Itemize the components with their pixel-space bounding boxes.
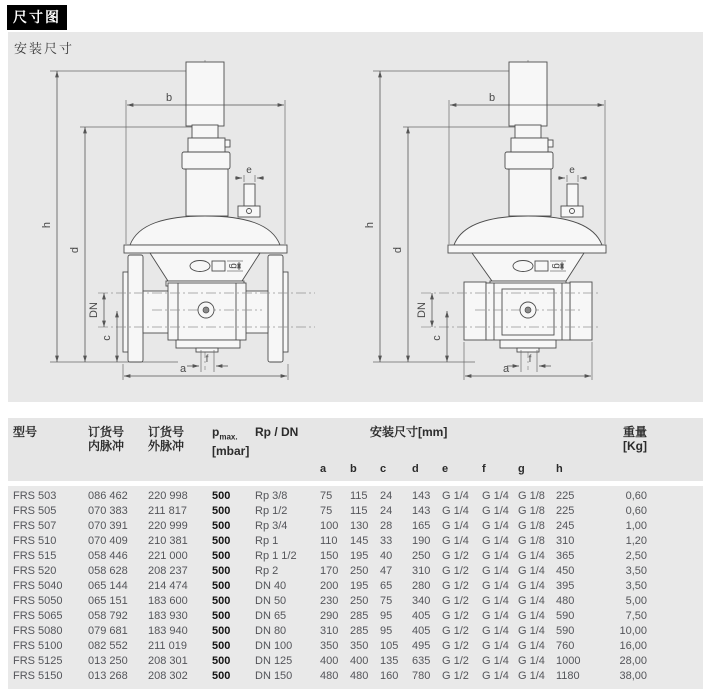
- cell-e: G 1/4: [442, 535, 469, 547]
- cell-rp-dn: DN 80: [255, 625, 287, 637]
- cell-e: G 1/2: [442, 565, 469, 577]
- cell-rp-dn: DN 50: [255, 595, 287, 607]
- cell-c: 105: [380, 640, 399, 652]
- cell-d: 280: [412, 580, 431, 592]
- cell-pmax: 500: [212, 580, 231, 592]
- cell-f: G 1/4: [482, 580, 509, 592]
- dim-label-g: g: [228, 263, 239, 269]
- cell-c: 75: [380, 595, 393, 607]
- right-diagram: [364, 60, 606, 380]
- cell-weight: 0,60: [625, 505, 647, 517]
- cell-d: 405: [412, 625, 431, 637]
- cell-a: 100: [320, 520, 339, 532]
- cell-rp-dn: Rp 3/8: [255, 490, 288, 502]
- cell-g: G 1/4: [518, 595, 545, 607]
- cell-d: 143: [412, 505, 431, 517]
- col-header-order-external: 订货号 外脉冲: [148, 425, 185, 453]
- cell-a: 480: [320, 670, 339, 682]
- cell-model: FRS 515: [13, 550, 57, 562]
- cell-d: 780: [412, 670, 431, 682]
- cell-a: 110: [320, 535, 338, 547]
- cell-model: FRS 507: [13, 520, 57, 532]
- cell-f: G 1/4: [482, 490, 509, 502]
- cell-c: 135: [380, 655, 399, 667]
- cell-pmax: 500: [212, 490, 231, 502]
- cell-order-external: 220 998: [148, 490, 188, 502]
- cell-h: 590: [556, 610, 575, 622]
- table-row: [13, 519, 703, 534]
- cell-a: 75: [320, 505, 333, 517]
- cell-pmax: 500: [212, 505, 231, 517]
- cell-weight: 0,60: [625, 490, 647, 502]
- cell-b: 285: [350, 610, 369, 622]
- cell-model: FRS 5150: [13, 670, 63, 682]
- cell-d: 495: [412, 640, 431, 652]
- cell-g: G 1/4: [518, 655, 545, 667]
- cell-f: G 1/4: [482, 550, 509, 562]
- cell-f: G 1/4: [482, 535, 509, 547]
- left-diagram: [41, 60, 315, 380]
- col-header-pmax: $p_{max.}$ [mbar]: [212, 425, 250, 459]
- diaphragm-dome: [130, 216, 280, 245]
- cell-weight: 10,00: [619, 625, 647, 637]
- cell-order-internal: 058 446: [88, 550, 128, 562]
- cell-pmax: 500: [212, 625, 231, 637]
- cell-order-internal: 079 681: [88, 625, 128, 637]
- cell-f: G 1/4: [482, 505, 509, 517]
- cell-c: 40: [380, 550, 393, 562]
- cell-weight: 3,50: [625, 580, 647, 592]
- table-row: [13, 654, 703, 669]
- cell-a: 200: [320, 580, 339, 592]
- dim-label-f: f: [205, 354, 209, 365]
- cell-rp-dn: DN 65: [255, 610, 287, 622]
- cell-b: 145: [350, 535, 369, 547]
- cell-weight: 7,50: [625, 610, 647, 622]
- diaphragm-plate: [448, 245, 606, 253]
- table-body: [8, 486, 703, 689]
- table-header: [8, 418, 703, 481]
- cell-b: 350: [350, 640, 369, 652]
- dim-label-c: c: [101, 335, 113, 341]
- cell-d: 190: [412, 535, 431, 547]
- cell-order-internal: 086 462: [88, 490, 128, 502]
- cell-h: 310: [556, 535, 575, 547]
- table-row: [13, 504, 703, 519]
- cell-d: 143: [412, 490, 431, 502]
- dim-label-a: a: [503, 363, 510, 375]
- dim-label-e: e: [246, 165, 252, 176]
- dim-label-h: h: [364, 221, 376, 229]
- cell-h: 395: [556, 580, 575, 592]
- diaphragm-dome: [454, 216, 602, 245]
- cell-d: 635: [412, 655, 431, 667]
- dim-label-b: b: [489, 92, 496, 104]
- cell-rp-dn: DN 100: [255, 640, 293, 652]
- table-row: [13, 609, 703, 624]
- cell-e: G 1/2: [442, 580, 469, 592]
- dim-label-c: c: [431, 335, 443, 341]
- cell-order-internal: 013 250: [88, 655, 128, 667]
- col-header-order-internal: 订货号 内脉冲: [88, 425, 125, 453]
- section-subtitle: 安装尺寸: [14, 41, 75, 56]
- col-header-c: c: [380, 463, 387, 475]
- diaphragm-plate: [124, 245, 287, 253]
- dim-label-g: g: [551, 263, 562, 269]
- dim-label-d: d: [69, 246, 81, 254]
- col-header-d: d: [412, 463, 419, 475]
- page-title-badge: 尺寸图: [7, 5, 67, 30]
- cell-pmax: 500: [212, 550, 231, 562]
- cell-pmax: 500: [212, 655, 231, 667]
- cell-b: 480: [350, 670, 369, 682]
- cell-e: G 1/4: [442, 490, 469, 502]
- dim-label-dn: DN: [416, 302, 428, 318]
- cell-order-external: 183 930: [148, 610, 188, 622]
- cell-order-internal: 070 391: [88, 520, 128, 532]
- cell-g: G 1/4: [518, 670, 545, 682]
- dimensions-table: [8, 418, 703, 689]
- cell-c: 160: [380, 670, 399, 682]
- cell-g: G 1/4: [518, 565, 545, 577]
- cell-c: 28: [380, 520, 393, 532]
- cell-order-internal: 013 268: [88, 670, 128, 682]
- cell-g: G 1/4: [518, 580, 545, 592]
- cell-order-external: 183 940: [148, 625, 188, 637]
- col-header-b: b: [350, 463, 357, 475]
- cell-b: 250: [350, 595, 369, 607]
- cell-h: 225: [556, 490, 575, 502]
- cell-model: FRS 5125: [13, 655, 63, 667]
- cell-h: 225: [556, 505, 575, 517]
- table-row: [13, 624, 703, 639]
- cell-a: 350: [320, 640, 339, 652]
- cell-g: G 1/4: [518, 640, 545, 652]
- cell-e: G 1/4: [442, 520, 469, 532]
- cell-order-external: 183 600: [148, 595, 188, 607]
- cell-order-external: 220 999: [148, 520, 188, 532]
- cell-weight: 28,00: [619, 655, 647, 667]
- cell-c: 47: [380, 565, 393, 577]
- cell-a: 230: [320, 595, 339, 607]
- cell-pmax: 500: [212, 535, 231, 547]
- cell-e: G 1/2: [442, 595, 469, 607]
- cell-pmax: 500: [212, 595, 231, 607]
- cell-model: FRS 5100: [13, 640, 63, 652]
- cell-weight: 38,00: [619, 670, 647, 682]
- cell-pmax: 500: [212, 670, 231, 682]
- sight-glass: [190, 261, 210, 272]
- table-row: [13, 489, 703, 504]
- cell-pmax: 500: [212, 640, 231, 652]
- cell-e: G 1/2: [442, 550, 469, 562]
- cell-a: 170: [320, 565, 339, 577]
- cell-b: 115: [350, 490, 368, 502]
- dim-label-b: b: [166, 92, 173, 104]
- cell-h: 590: [556, 625, 575, 637]
- col-header-model: 型号: [13, 425, 38, 439]
- cell-e: G 1/2: [442, 670, 469, 682]
- cell-order-external: 211 019: [148, 640, 187, 652]
- right-flange: [268, 255, 283, 362]
- cell-a: 290: [320, 610, 339, 622]
- cell-b: 115: [350, 505, 368, 517]
- cell-pmax: 500: [212, 520, 231, 532]
- spring-tower: [509, 169, 551, 216]
- cell-rp-dn: DN 40: [255, 580, 287, 592]
- cell-e: G 1/4: [442, 505, 469, 517]
- table-row: [13, 594, 703, 609]
- cell-g: G 1/8: [518, 535, 545, 547]
- cell-order-external: 221 000: [148, 550, 188, 562]
- cell-e: G 1/2: [442, 655, 469, 667]
- cell-model: FRS 505: [13, 505, 57, 517]
- dim-label-a: a: [180, 363, 187, 375]
- cell-b: 130: [350, 520, 369, 532]
- cell-f: G 1/4: [482, 565, 509, 577]
- col-header-rp-dn: Rp / DN: [255, 425, 299, 439]
- cell-rp-dn: Rp 2: [255, 565, 279, 577]
- cell-g: G 1/4: [518, 625, 545, 637]
- cell-weight: 1,20: [625, 535, 647, 547]
- table-row: [13, 564, 703, 579]
- cell-order-internal: 070 383: [88, 505, 128, 517]
- cell-order-internal: 070 409: [88, 535, 128, 547]
- cell-model: FRS 510: [13, 535, 57, 547]
- cell-b: 250: [350, 565, 369, 577]
- breather-fitting: [244, 184, 255, 206]
- cell-b: 285: [350, 625, 369, 637]
- dim-label-e: e: [569, 165, 575, 176]
- cell-c: 95: [380, 625, 393, 637]
- cell-a: 400: [320, 655, 339, 667]
- cell-e: G 1/2: [442, 640, 469, 652]
- actuator-pipe: [186, 62, 224, 126]
- cell-a: 150: [320, 550, 339, 562]
- breather-fitting: [567, 184, 578, 206]
- cell-pmax: 500: [212, 610, 231, 622]
- col-header-a: a: [320, 463, 327, 475]
- dim-label-d: d: [392, 246, 404, 254]
- cell-g: G 1/8: [518, 520, 545, 532]
- cell-model: FRS 5040: [13, 580, 63, 592]
- cell-h: 480: [556, 595, 575, 607]
- actuator-pipe: [509, 62, 547, 126]
- cell-order-external: 208 237: [148, 565, 188, 577]
- cell-rp-dn: Rp 1: [255, 535, 279, 547]
- col-header-weight: 重量 [Kg]: [622, 425, 647, 453]
- cell-pmax: 500: [212, 565, 231, 577]
- cell-order-external: 210 381: [148, 535, 188, 547]
- cell-order-external: 214 474: [148, 580, 188, 592]
- table-row: [13, 639, 703, 654]
- table-row: [13, 579, 703, 594]
- cell-model: FRS 520: [13, 565, 57, 577]
- cell-e: G 1/2: [442, 610, 469, 622]
- cell-weight: 16,00: [619, 640, 647, 652]
- cell-weight: 3,50: [625, 565, 647, 577]
- spring-tower: [186, 169, 228, 216]
- cell-weight: 1,00: [625, 520, 647, 532]
- cell-order-external: 211 817: [148, 505, 187, 517]
- cell-d: 165: [412, 520, 431, 532]
- cell-d: 405: [412, 610, 431, 622]
- cell-d: 340: [412, 595, 431, 607]
- cell-e: G 1/2: [442, 625, 469, 637]
- cell-f: G 1/4: [482, 625, 509, 637]
- dim-label-f: f: [528, 354, 532, 365]
- col-header-install-dims: 安装尺寸[mm]: [370, 425, 448, 439]
- col-header-e: e: [442, 463, 449, 475]
- cell-c: 33: [380, 535, 393, 547]
- cell-rp-dn: DN 150: [255, 670, 293, 682]
- left-flange: [128, 255, 143, 362]
- dim-label-h: h: [41, 221, 53, 229]
- cell-h: 365: [556, 550, 575, 562]
- cell-f: G 1/4: [482, 670, 509, 682]
- cell-c: 65: [380, 580, 393, 592]
- cell-h: 450: [556, 565, 575, 577]
- table-row: [13, 534, 703, 549]
- cell-model: FRS 5080: [13, 625, 63, 637]
- cell-rp-dn: Rp 1 1/2: [255, 550, 297, 562]
- cell-f: G 1/4: [482, 520, 509, 532]
- cell-h: 760: [556, 640, 575, 652]
- cell-rp-dn: Rp 1/2: [255, 505, 288, 517]
- cell-h: 1180: [556, 670, 580, 682]
- cell-f: G 1/4: [482, 640, 509, 652]
- dim-label-dn: DN: [88, 302, 100, 318]
- cell-order-internal: 065 151: [88, 595, 128, 607]
- table-row: [13, 669, 703, 684]
- cell-b: 400: [350, 655, 369, 667]
- cell-a: 75: [320, 490, 333, 502]
- cell-g: G 1/8: [518, 490, 545, 502]
- cell-model: FRS 5050: [13, 595, 63, 607]
- cell-f: G 1/4: [482, 595, 509, 607]
- cell-weight: 2,50: [625, 550, 647, 562]
- cell-c: 95: [380, 610, 393, 622]
- cell-c: 24: [380, 490, 393, 502]
- cell-order-internal: 058 792: [88, 610, 128, 622]
- cell-order-internal: 082 552: [88, 640, 128, 652]
- cell-order-external: 208 302: [148, 670, 188, 682]
- cell-h: 245: [556, 520, 575, 532]
- cell-rp-dn: Rp 3/4: [255, 520, 288, 532]
- cell-b: 195: [350, 550, 369, 562]
- cell-model: FRS 503: [13, 490, 57, 502]
- table-row: [13, 549, 703, 564]
- cell-order-internal: 058 628: [88, 565, 128, 577]
- cell-rp-dn: DN 125: [255, 655, 293, 667]
- col-header-f: f: [482, 463, 486, 475]
- cell-f: G 1/4: [482, 610, 509, 622]
- cell-b: 195: [350, 580, 369, 592]
- col-header-g: g: [518, 463, 525, 475]
- cell-order-external: 208 301: [148, 655, 188, 667]
- cell-model: FRS 5065: [13, 610, 63, 622]
- cell-d: 310: [412, 565, 431, 577]
- cell-h: 1000: [556, 655, 581, 667]
- sight-glass: [513, 261, 533, 272]
- cell-d: 250: [412, 550, 431, 562]
- col-header-h: h: [556, 463, 563, 475]
- cell-c: 24: [380, 505, 393, 517]
- cell-weight: 5,00: [625, 595, 647, 607]
- cell-g: G 1/4: [518, 550, 545, 562]
- cell-g: G 1/8: [518, 505, 545, 517]
- cell-f: G 1/4: [482, 655, 509, 667]
- cell-a: 310: [320, 625, 339, 637]
- cell-order-internal: 065 144: [88, 580, 128, 592]
- cell-g: G 1/4: [518, 610, 545, 622]
